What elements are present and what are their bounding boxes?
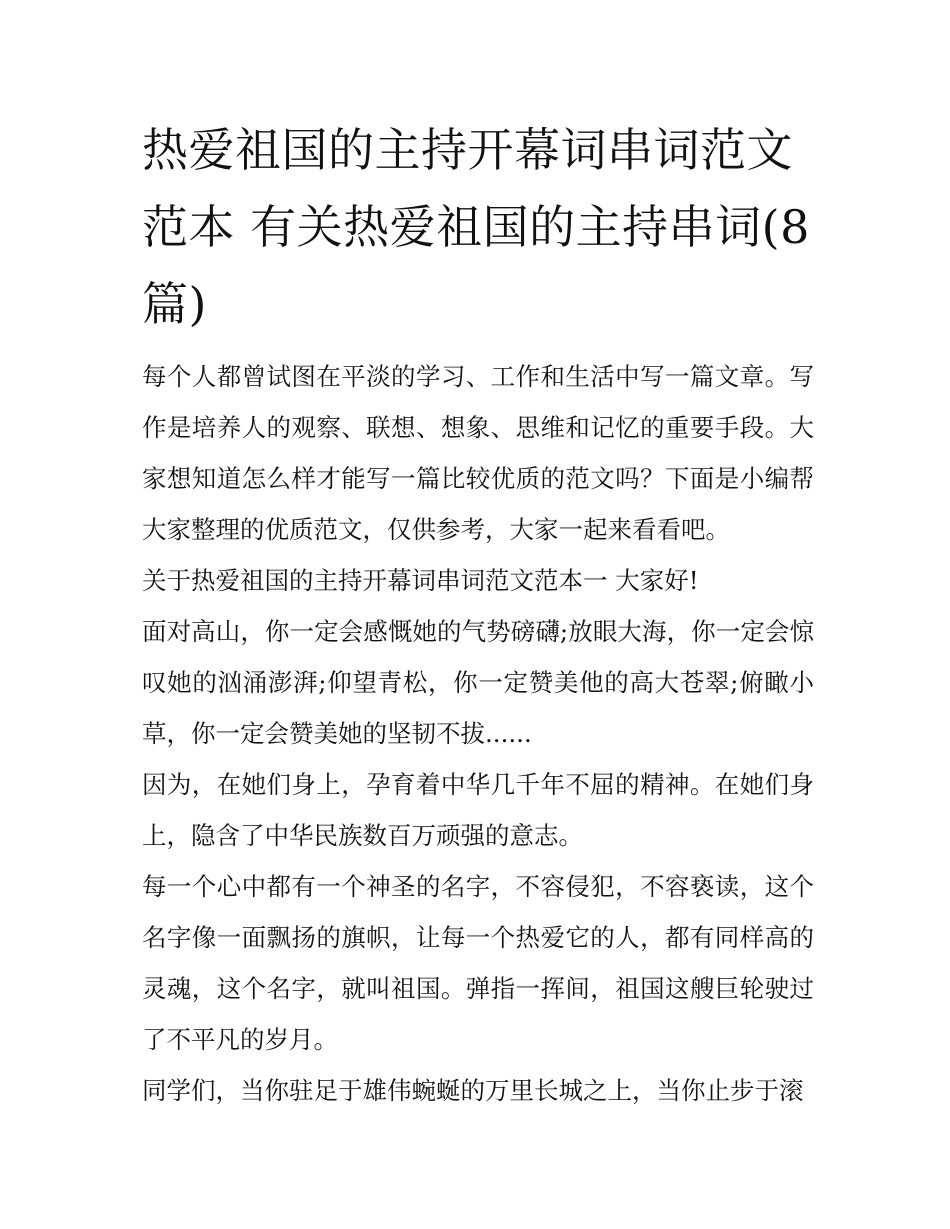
- paragraph-great-wall: 同学们，当你驻足于雄伟蜿蜒的万里长城之上，当你止步于滚: [142, 1076, 804, 1105]
- paragraph-spirit: 因为，在她们身上，孕育着中华几千年不屈的精神。在她们身上，隐含了中华民族数百万顽强的意志。: [142, 770, 814, 850]
- paragraph-motherland: 每一个心中都有一个神圣的名字，不容侵犯，不容亵读，这个名字像一面飘扬的旗帜，让每一个热爱它的人，都有同样高的灵魂，这个名字，就叫祖国。弹指一挥间，祖国这艘巨轮驶过了不平凡的岁月。: [142, 872, 814, 1054]
- document-title: 热爱祖国的主持开幕词串词范文范本 有关热爱祖国的主持串词(8篇): [142, 123, 810, 331]
- paragraph-section-heading: 关于热爱祖国的主持开幕词串词范文范本一 大家好!: [142, 566, 699, 595]
- paragraph-intro: 每个人都曾试图在平淡的学习、工作和生活中写一篇文章。写作是培养人的观察、联想、想象、思维和记忆的重要手段。大家想知道怎么样才能写一篇比较优质的范文吗？下面是小编帮大家整理的优质范文，仅供参考，大家一起来看看吧。: [142, 362, 814, 544]
- document-body: [142, 112, 814, 1116]
- paragraph-nature: 面对高山，你一定会感慨她的气势磅礴;放眼大海，你一定会惊叹她的汹涌澎湃;仰望青松，你一定赞美他的高大苍翠;俯瞰小草，你一定会赞美她的坚韧不拔......: [142, 617, 814, 748]
